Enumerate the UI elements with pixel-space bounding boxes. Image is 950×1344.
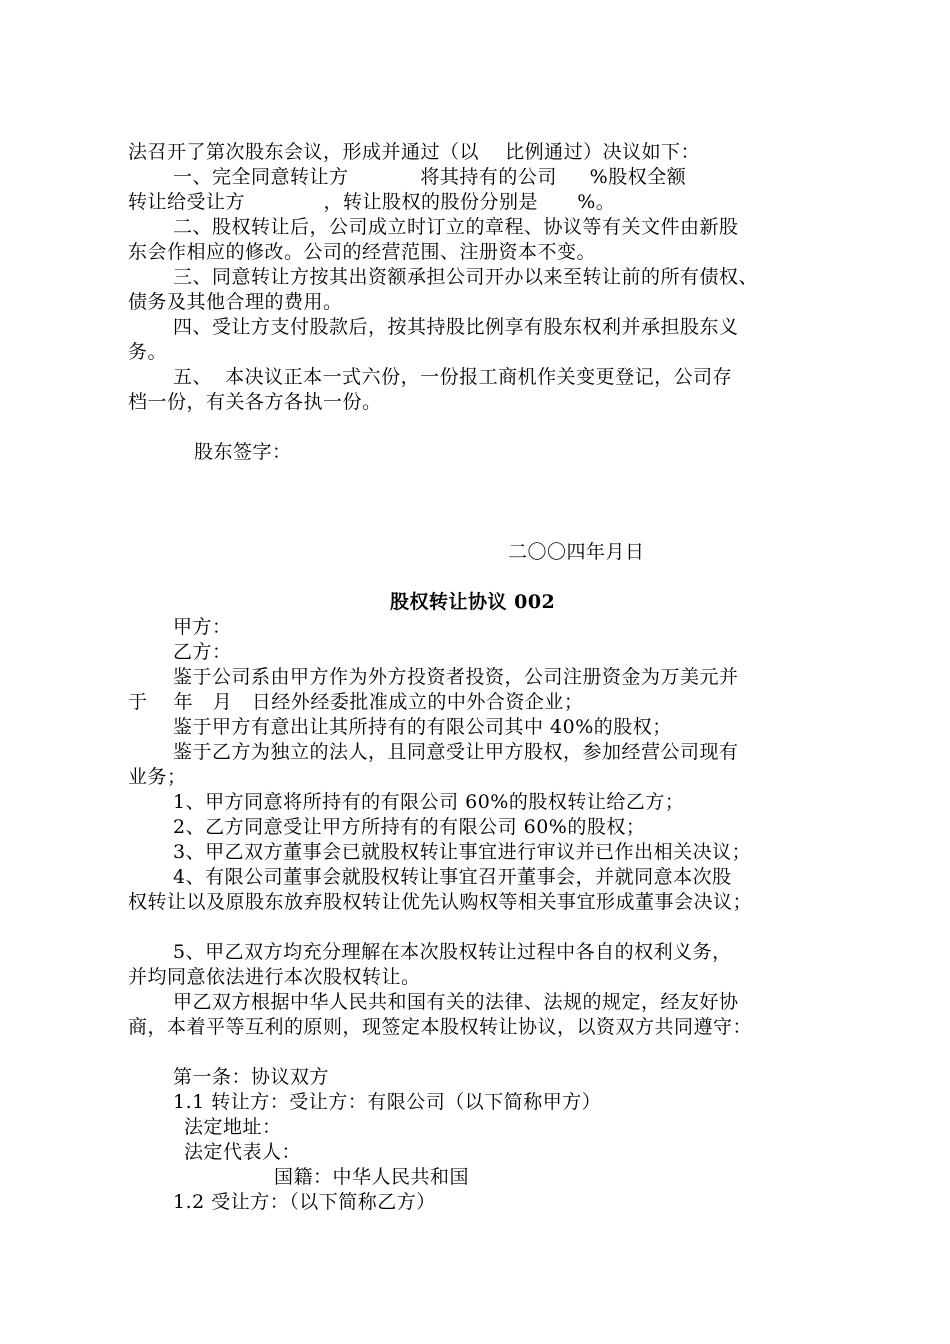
recital-3-cont: 业务； [128,766,187,788]
resolution-line: 债务及其他合理的费用。 [128,291,343,313]
recital-1-cont: 于 年 月 日经外经委批准成立的中外合资企业； [128,691,584,713]
agreement-preamble: 甲乙双方根据中华人民共和国有关的法律、法规的规定，经友好协 [173,991,739,1013]
resolution-line: 法召开了第次股东会议，形成并通过（以 比例通过）决议如下： [128,141,701,163]
article-1-2: 1.2 受让方：（以下简称乙方） [173,1191,436,1213]
resolution-line: 档一份，有关各方各执一份。 [128,391,382,413]
recital-item-5-cont: 并均同意依法进行本次股权转让。 [128,966,421,988]
recital-1: 鉴于公司系由甲方作为外方投资者投资，公司注册资金为万美元并 [173,666,739,688]
resolution-date: 二〇〇四年月日 [508,541,645,563]
legal-address-label: 法定地址： [184,1116,282,1138]
recital-item-4: 4、有限公司董事会就股权转让事宜召开董事会，并就同意本次股 [173,866,732,888]
recital-item-1: 1、甲方同意将所持有的有限公司 60%的股权转让给乙方； [173,791,685,813]
agreement-title: 股权转让协议 002 [390,591,556,613]
recital-2: 鉴于甲方有意出让其所持有的有限公司其中 40%的股权； [173,716,672,738]
recital-3: 鉴于乙方为独立的法人，且同意受让甲方股权，参加经营公司现有 [173,741,739,763]
recital-item-3: 3、甲乙双方董事会已就股权转让事宜进行审议并已作出相关决议； [173,841,752,863]
resolution-item-3: 三、同意转让方按其出资额承担公司开办以来至转让前的所有债权、 [173,266,759,288]
legal-representative-label: 法定代表人： [184,1141,302,1163]
shareholder-signature-label: 股东签字： [194,441,292,463]
recital-item-4-cont: 权转让以及原股东放弃股权转让优先认购权等相关事宜形成董事会决议； [128,891,753,913]
resolution-item-2: 二、股权转让后，公司成立时订立的章程、协议等有关文件由新股 [173,216,739,238]
resolution-line: 转让给受让方 ，转让股权的股份分别是 %。 [128,191,616,213]
resolution-line: 东会作相应的修改。公司的经营范围、注册资本不变。 [128,241,597,263]
party-b-label: 乙方： [173,641,232,663]
recital-item-5: 5、甲乙双方均充分理解在本次股权转让过程中各自的权利义务， [173,941,732,963]
resolution-line: 务。 [128,341,168,363]
resolution-item-4: 四、受让方支付股款后，按其持股比例享有股东权利并承担股东义 [173,316,739,338]
article-1-heading: 第一条：协议双方 [173,1066,330,1088]
agreement-preamble-cont: 商，本着平等互利的原则，现签定本股权转让协议，以资双方共同遵守： [128,1016,753,1038]
article-1-1: 1.1 转让方：受让方：有限公司（以下简称甲方） [173,1091,602,1113]
resolution-item-5: 五、 本决议正本一式六份，一份报工商机作关变更登记，公司存 [173,366,733,388]
party-a-label: 甲方： [173,616,232,638]
nationality-line: 国籍：中华人民共和国 [274,1166,470,1188]
resolution-item-1: 一、完全同意转让方 将其持有的公司 %股权全额 [173,166,687,188]
recital-item-2: 2、乙方同意受让甲方所持有的有限公司 60%的股权； [173,816,646,838]
